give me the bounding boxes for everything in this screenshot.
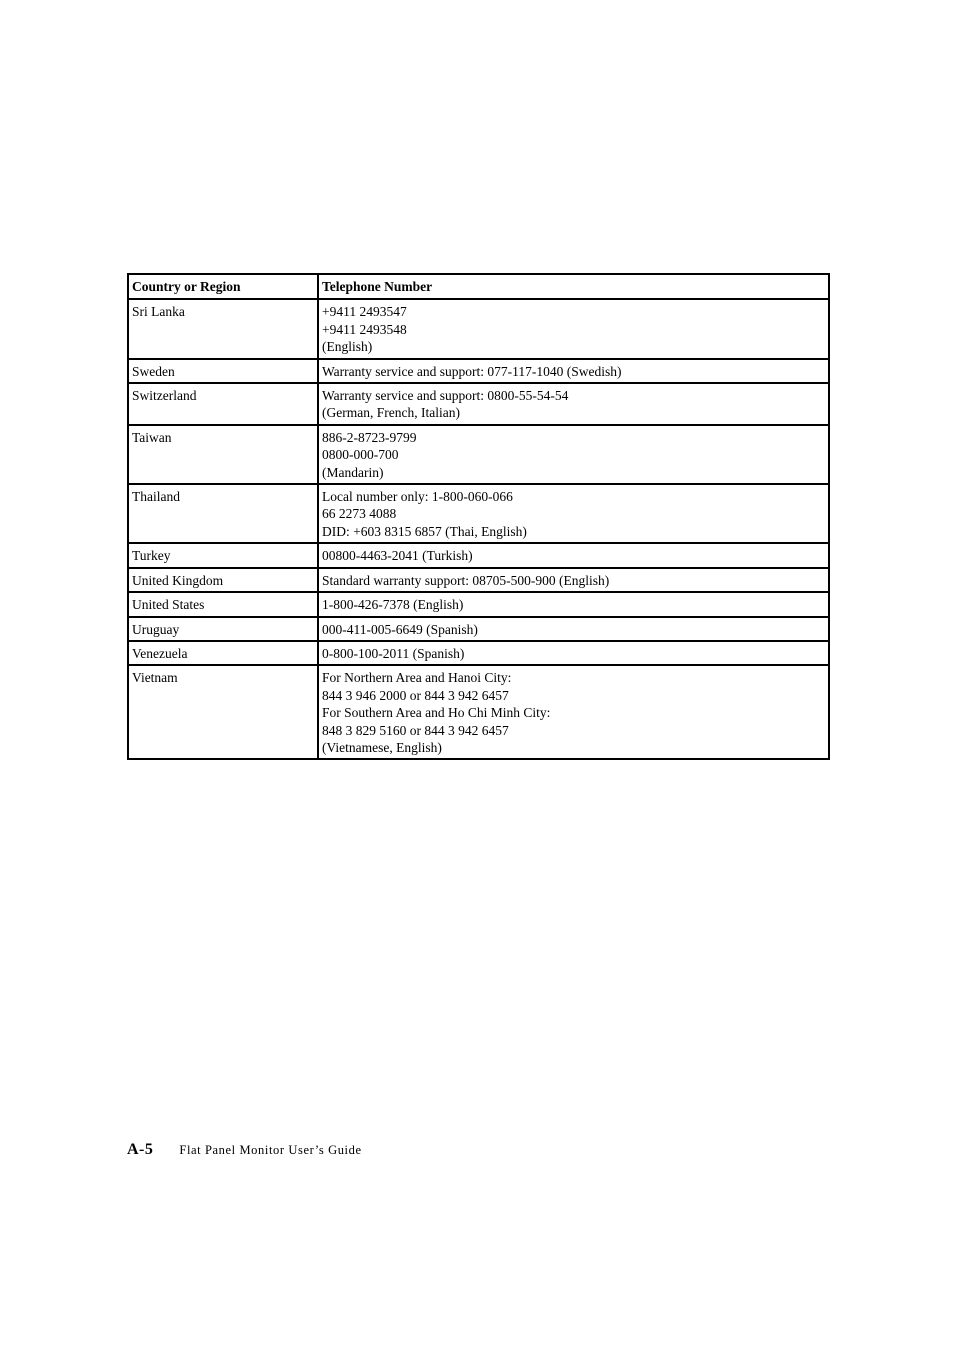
phone-cell: Warranty service and support: 077-117-1040 (Swedish) xyxy=(318,359,829,383)
table-row xyxy=(128,641,829,665)
country-cell: Taiwan xyxy=(128,425,318,484)
table-row xyxy=(128,484,829,543)
table-row xyxy=(128,543,829,567)
table-row xyxy=(128,425,829,484)
phone-cell: +9411 2493547 +9411 2493548 (English) xyxy=(318,299,829,358)
header-phone: Telephone Number xyxy=(318,274,829,299)
header-country: Country or Region xyxy=(128,274,318,299)
table-row xyxy=(128,665,829,759)
table-row xyxy=(128,592,829,616)
page-footer xyxy=(127,1141,362,1159)
country-cell: Vietnam xyxy=(128,665,318,759)
table-row xyxy=(128,383,829,425)
phone-cell: 000-411-005-6649 (Spanish) xyxy=(318,617,829,641)
country-cell: Switzerland xyxy=(128,383,318,425)
country-cell: Sri Lanka xyxy=(128,299,318,358)
page-number: A-5 xyxy=(127,1141,154,1158)
country-cell: Thailand xyxy=(128,484,318,543)
guide-title: Flat Panel Monitor User’s Guide xyxy=(179,1143,362,1157)
phone-cell: Warranty service and support: 0800-55-54-54 (German, French, Italian) xyxy=(318,383,829,425)
phone-cell: Standard warranty support: 08705-500-900 (English) xyxy=(318,568,829,592)
support-phone-table xyxy=(127,273,830,760)
table-row xyxy=(128,568,829,592)
table-row xyxy=(128,359,829,383)
country-cell: Sweden xyxy=(128,359,318,383)
country-cell: Venezuela xyxy=(128,641,318,665)
phone-cell: 0-800-100-2011 (Spanish) xyxy=(318,641,829,665)
table-row xyxy=(128,617,829,641)
country-cell: United Kingdom xyxy=(128,568,318,592)
phone-cell: 1-800-426-7378 (English) xyxy=(318,592,829,616)
country-cell: Uruguay xyxy=(128,617,318,641)
country-cell: United States xyxy=(128,592,318,616)
phone-cell: For Northern Area and Hanoi City: 844 3 946 2000 or 844 3 942 6457 For Southern Area and Ho Chi Minh City: 848 3 829 5160 or 844 3 942 6457 (Vietnamese, English) xyxy=(318,665,829,759)
table-row xyxy=(128,299,829,358)
table-header-row xyxy=(128,274,829,299)
phone-cell: Local number only: 1-800-060-066 66 2273 4088 DID: +603 8315 6857 (Thai, English) xyxy=(318,484,829,543)
phone-cell: 00800-4463-2041 (Turkish) xyxy=(318,543,829,567)
country-cell: Turkey xyxy=(128,543,318,567)
phone-cell: 886-2-8723-9799 0800-000-700 (Mandarin) xyxy=(318,425,829,484)
